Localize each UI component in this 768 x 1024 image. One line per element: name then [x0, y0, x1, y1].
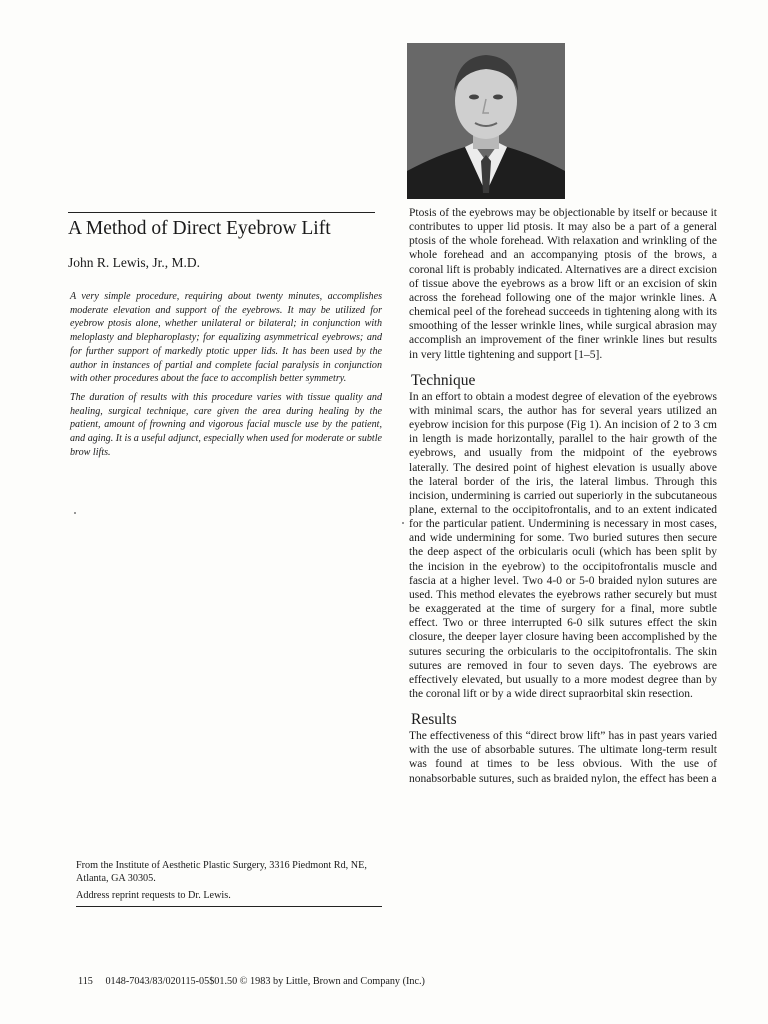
- technique-heading: Technique: [411, 371, 476, 389]
- body-column-right: [409, 206, 717, 786]
- abstract-paragraph-1: A very simple procedure, requiring about twenty minutes, accomplishes moderate elevation and support of the eyebrows. It may be utilized for eyebrow ptosis alone, whether unilateral or bilateral; in conjunction with meloplasty and blepharoplasty; for equalizing asymmetrical eyebrows; and for further support of markedly ptotic upper lids. It has been used by the author in instances of partial and complete facial paralysis in conjunction with other procedures about the face to accomplish better symmetry.: [70, 291, 382, 385]
- title-top-rule: [68, 212, 375, 213]
- abstract: [70, 290, 382, 464]
- page-footer: [78, 976, 678, 987]
- affiliation-bottom-rule: [76, 906, 382, 907]
- reprint-request: Address reprint requests to Dr. Lewis.: [76, 890, 231, 901]
- article-title: A Method of Direct Eyebrow Lift: [68, 218, 331, 239]
- affiliation-text: From the Institute of Aesthetic Plastic Surgery, 3316 Piedmont Rd, NE, Atlanta, GA 30305.: [76, 860, 367, 884]
- scan-speck: [402, 522, 404, 524]
- intro-paragraph: Ptosis of the eyebrows may be objectionable by itself or because it contributes to upper lid ptosis. It may also be a part of a general ptosis of the whole forehead. With relaxation and wrinkling of the whole forehead and an accompanying ptosis of the brows, a coronal lift is probably indicated. Alternatives are a direct excision of tissue above the eyebrows as a brow lift or an excision of skin across the forehead following one of the major wrinkle lines. A chemical peel of the forehead succeeds in tightening along with its smoothing of the lesser wrinkle lines, while surgical abrasion may accomplish an improvement of the finer wrinkle lines but results in very little tightening and support [1–5].: [409, 207, 717, 361]
- technique-paragraph: In an effort to obtain a modest degree of elevation of the eyebrows with minimal scars, the author has for several years utilized an eyebrow incision for this purpose (Fig 1). An incision of 2 to 3 cm in length is made horizontally, parallel to the hair growth of the eyebrows, and usually from the midpoint of the eyebrows laterally. The desired point of highest elevation is usually above the lateral border of the iris, the lateral limbus. Through this incision, undermining is carried out superiorly in the subcutaneous plane, external to the occipitofrontalis, and to an extent indicated for the particular patient. Undermining is necessary in most cases, and wide undermining for some. Two buried sutures then secure the deep aspect of the orbicularis oculi (which has been split by the incision in the eyebrow) to the occipitofrontalis muscle and fascia at a higher level. Two 4-0 or 5-0 braided nylon sutures are used. This method elevates the eyebrows rather securely but must be exaggerated at the time of surgery for a final, more subtle effect. Two or three interrupted 6-0 silk sutures effect the skin closure, the deeper layer closure having been accomplished by the sutures securing the orbicularis to the occipitofrontalis. The skin sutures are removed in four to seven days. The eyebrows are effectively elevated, but usually to a more modest degree than by the coronal lift or by a wide direct supraorbital skin resection.: [409, 390, 717, 700]
- citation-line: 0148-7043/83/020115-05$01.50 © 1983 by Little, Brown and Company (Inc.): [105, 976, 425, 987]
- results-heading: Results: [411, 711, 457, 729]
- affiliation-note: [76, 859, 386, 902]
- results-paragraph: The effectiveness of this “direct brow lift” has in past years varied with the use of absorbable sutures. The ultimate long-term result was found at times to be less obvious. With the use of nonabsorbable sutures, such as braided nylon, the effect has been a: [409, 730, 717, 785]
- article-author: John R. Lewis, Jr., M.D.: [68, 255, 201, 270]
- abstract-paragraph-2: The duration of results with this procedure varies with tissue quality and healing, surgical technique, care given the area during healing by the patient, amount of frowning and vigorous facial muscle use by the patient, and aging. It is a useful adjunct, especially when used for moderate or subtle brow lifts.: [70, 391, 382, 458]
- page-number: 115: [78, 976, 93, 987]
- author-photo: [407, 43, 565, 199]
- scan-speck: [74, 512, 76, 514]
